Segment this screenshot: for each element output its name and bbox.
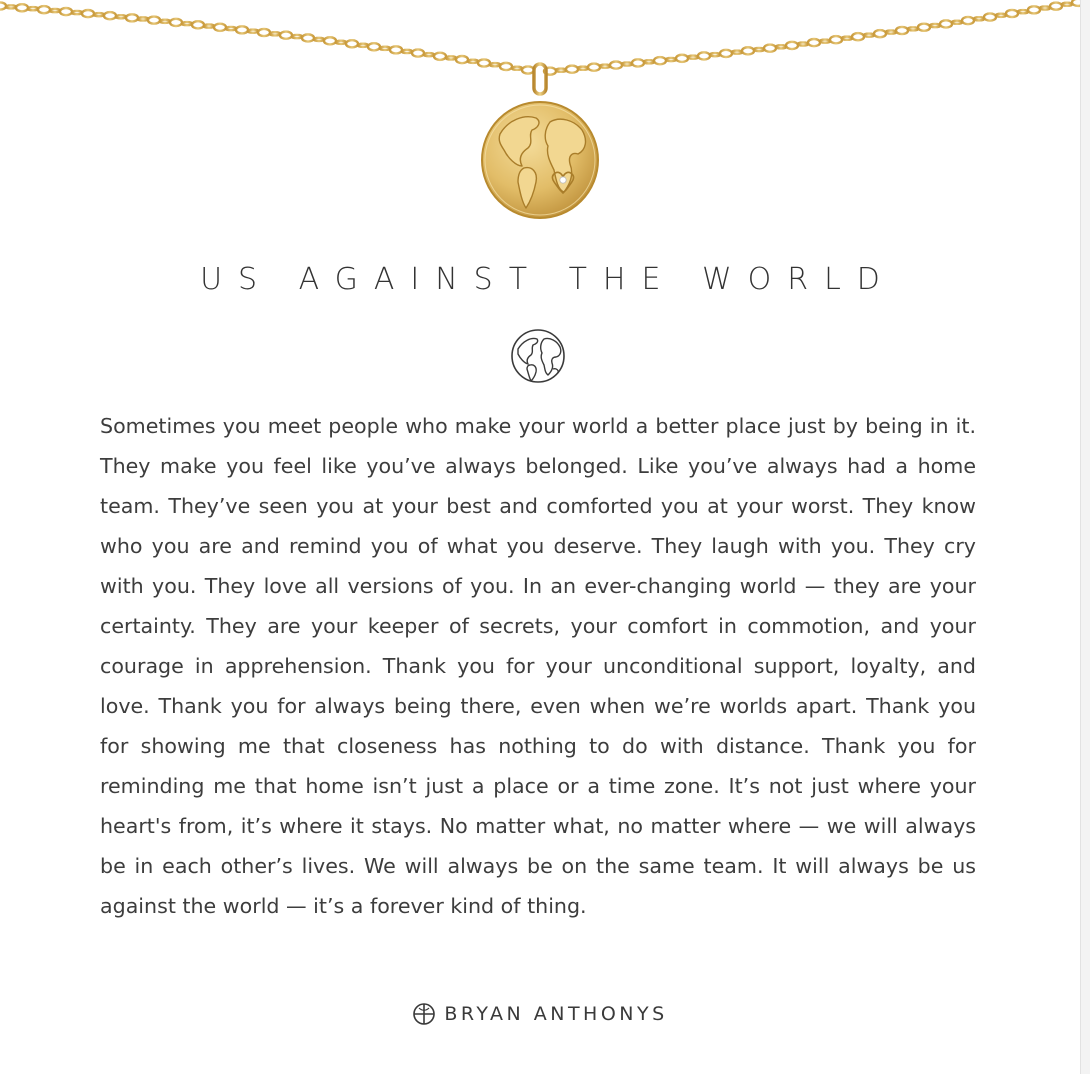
chain-link <box>358 44 368 47</box>
card-title: US AGAINST THE WORLD <box>200 262 896 297</box>
chain-link <box>94 13 104 16</box>
page-edge <box>1080 0 1090 1074</box>
chain-link <box>710 53 720 56</box>
chain-link <box>764 45 776 52</box>
chain-link <box>72 11 82 14</box>
chain-link <box>424 53 434 56</box>
chain-link <box>940 20 952 27</box>
chain-link <box>346 40 358 47</box>
chain-link <box>226 27 236 30</box>
chain-link <box>974 17 984 20</box>
chain-link <box>720 50 732 57</box>
chain-link <box>930 24 940 27</box>
chain-link <box>886 30 896 33</box>
chain-link <box>896 27 908 34</box>
chain-link <box>842 37 852 40</box>
chain-link <box>666 58 676 61</box>
chain-link <box>908 27 918 30</box>
chain-link <box>82 10 94 17</box>
chain-link <box>688 56 698 59</box>
chain-link <box>314 38 324 41</box>
chain-link <box>38 6 50 13</box>
chain-link <box>1062 3 1072 6</box>
chain-link <box>446 56 456 59</box>
chain-link <box>798 42 808 45</box>
chain-link <box>270 32 280 35</box>
chain-link <box>402 50 412 53</box>
globe-pendant <box>478 62 602 224</box>
chain-link <box>644 60 654 63</box>
chain-link <box>170 19 182 26</box>
chain-link <box>820 40 830 43</box>
chain-link <box>808 39 820 46</box>
chain-link <box>962 17 974 24</box>
chain-link <box>248 30 258 33</box>
chain-link <box>236 26 248 33</box>
chain-link <box>952 21 962 24</box>
chain-link <box>468 60 478 63</box>
chain-link <box>192 21 204 28</box>
chain-link <box>380 47 390 50</box>
chain-link <box>456 56 468 63</box>
brand-logo-icon <box>412 1002 436 1026</box>
chain-link <box>654 57 666 64</box>
chain-link <box>50 9 60 12</box>
chain-link <box>434 53 446 60</box>
chain-link <box>126 14 138 21</box>
globe-icon <box>509 327 567 385</box>
chain-link <box>280 32 292 39</box>
chain-link <box>1018 10 1028 13</box>
chain-link <box>732 51 742 54</box>
chain-link <box>292 35 302 38</box>
chain-link <box>874 30 886 37</box>
chain-link <box>412 49 424 56</box>
chain-link <box>1028 6 1040 13</box>
chain-link <box>1050 3 1062 10</box>
card-message: Sometimes you meet people who make your world a better place just by being in it. They make you feel like you’ve always belonged. Like you’ve always had a home team. They’ve seen you at your best and comforted you at your worst. They know who you are and remind you of what you deserve. They laugh with you. They cry with you. They love all versions of you. In an ever-changing world — they are your certainty. They are your keeper of secrets, your comfort in commotion, and your courage in apprehension. Thank you for your unconditional support, loyalty, and love. Thank you for always being there, even when we’re worlds apart. Thank you for showing me that closeness has nothing to do with distance. Thank you for reminding me that home isn’t just a place or a time zone. It’s not just where your heart's from, it’s where it stays. No matter what, no matter where — we will always be in each other’s lives. We will always be on the same team. It will always be us against the world — it’s a forever kind of thing. <box>100 414 976 918</box>
brand-signature <box>0 1002 1080 1026</box>
chain-link <box>104 12 116 19</box>
chain-link <box>676 55 688 62</box>
chain-link <box>214 24 226 31</box>
chain-link <box>1006 10 1018 17</box>
chain-link <box>776 45 786 48</box>
chain-link <box>204 24 214 27</box>
chain-link <box>918 24 930 31</box>
chain-link <box>336 41 346 44</box>
chain-link <box>852 33 864 40</box>
chain-link <box>390 46 402 53</box>
chain-link <box>258 29 270 36</box>
chain-link <box>742 47 754 54</box>
chain-link <box>60 8 72 15</box>
chain-link <box>302 34 314 41</box>
chain-link <box>1072 0 1080 6</box>
chain-link <box>16 4 28 11</box>
chain-link <box>984 13 996 20</box>
chain-link <box>116 15 126 18</box>
chain-link <box>754 48 764 51</box>
chain-link <box>786 42 798 49</box>
chain-link <box>368 43 380 50</box>
chain-link <box>864 34 874 37</box>
chain-link <box>1040 6 1050 9</box>
brand-name: BRYAN ANTHONYS <box>444 1003 668 1025</box>
chain-link <box>182 22 192 25</box>
chain-link <box>622 62 632 65</box>
chain-link <box>632 59 644 66</box>
chain-link <box>28 7 38 10</box>
chain-link <box>160 20 170 23</box>
chain-link <box>6 5 16 8</box>
chain-link <box>148 17 160 24</box>
chain-link <box>830 36 842 43</box>
chain-link <box>610 62 622 69</box>
chain-link <box>698 52 710 59</box>
chain-link <box>138 17 148 20</box>
chain-link <box>324 37 336 44</box>
chain-link <box>996 14 1006 17</box>
